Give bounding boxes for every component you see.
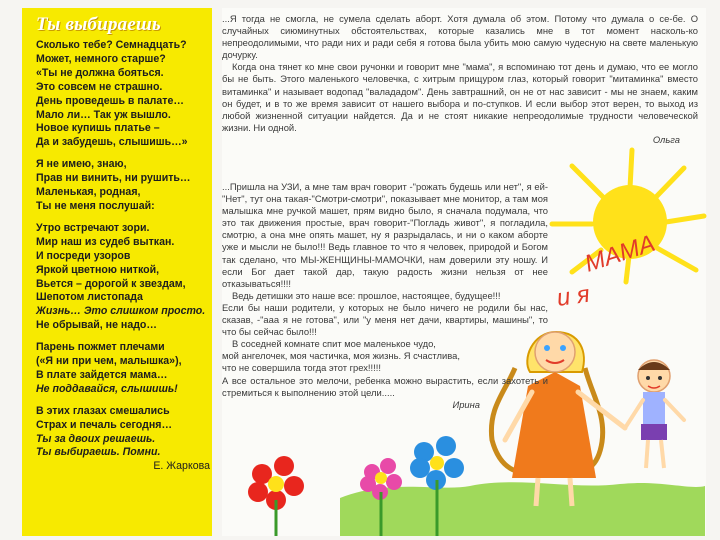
poem-line: Ты не меня послушай: bbox=[36, 199, 155, 212]
drawing-word-i-ya: и я bbox=[555, 280, 592, 312]
poem-line: Мир наш из судеб выткан. bbox=[36, 235, 175, 248]
poem-title: Ты выбираешь bbox=[36, 14, 161, 35]
poem-line-italic: Не поддавайся, слышишь! bbox=[36, 382, 178, 395]
story-paragraph: ...Пришла на УЗИ, а мне там врач говорит -"рожать будешь или нет", я ей-"Нет", тут она такая-"Смотри-смотри", показывает мне монитор, а там моя малышка мне ручкой машет, прям видно было, я сначала подумала, что это так движения простые, врач говорит-"Погладь живот", я погладила, смотрю, а она мне опять машет, ну я разрыдалась, и ни о каком аборте уже и мысли не было!!! Ведь главное то что я человек, природой и Богом так сделано, что МЫ-ЖЕНЩИНЫ-МАМОЧКИ, нам доверили эту ношу. И если Бог дает такой дар, такую радость жизни нельзя от нее отказываться!!!! bbox=[222, 181, 548, 289]
poem-line: Шепотом листопада bbox=[36, 291, 143, 304]
poem-line: Страх и печаль сегодня… bbox=[36, 418, 173, 431]
poem-line: В плате зайдется мама… bbox=[36, 368, 168, 381]
poem-stanza-2 bbox=[36, 158, 214, 214]
poem-line-italic: Ты за двоих решаешь. bbox=[36, 432, 156, 445]
story-paragraph: мой ангелочек, моя частичка, моя жизнь. Я счастлива, bbox=[222, 350, 460, 362]
poem-line: Маленькая, родная, bbox=[36, 186, 141, 199]
story-paragraph: что не совершила тогда этот грех!!!!! bbox=[222, 362, 381, 374]
poem-line: («Я ни при чем, малышка»), bbox=[36, 355, 182, 368]
poem-stanza-1 bbox=[36, 39, 214, 150]
poem-line: Новое купишь платье – bbox=[36, 122, 160, 135]
child-figure bbox=[625, 360, 684, 468]
poem-line: В этих глазах смешались bbox=[36, 404, 170, 417]
story-paragraph: Ведь детишки это наше все: прошлое, настоящее, будущее!!! bbox=[232, 289, 501, 301]
poem-line: «Ты не должна бояться. bbox=[36, 66, 164, 79]
grass bbox=[340, 482, 705, 536]
poem-stanza-5 bbox=[36, 405, 214, 475]
poem-line: Да и забудешь, слышишь…» bbox=[36, 136, 188, 149]
story-paragraph: Если бы наши родители, у которых не было ничего не родили бы нас, сказав, -"ааа я не готова", или "у меня нет дачи, квартиры, машины", то что бы сейчас было!!! bbox=[222, 301, 548, 338]
poem-line: Парень пожмет плечами bbox=[36, 341, 165, 354]
poem-line: День проведешь в палате… bbox=[36, 94, 184, 107]
drawing-word-mama: МАМА bbox=[581, 229, 659, 278]
poem-stanza-4 bbox=[36, 341, 214, 397]
poem-line-italic: Ты выбираешь. Помни. bbox=[36, 446, 161, 459]
poem-line-italic: Жизнь… Это слишком просто. bbox=[36, 305, 206, 318]
poem-line: И посреди узоров bbox=[36, 249, 131, 262]
poem-line: Сколько тебе? Семнадцать? bbox=[36, 39, 187, 51]
poem-line: Не обрывай, не надо… bbox=[36, 319, 157, 332]
story-irina bbox=[222, 181, 548, 411]
poem-stanza-3 bbox=[36, 222, 214, 333]
poem-line: Может, немного старше? bbox=[36, 52, 166, 65]
poem-line: Яркой цветною ниткой, bbox=[36, 263, 160, 276]
story-paragraph: ...Я тогда не смогла, не сумела сделать аборт. Хотя думала об этом. Потому что думала о се-бе. О случайных сиюминутных обстоятельствах, которые казались мне в тот момент насколь-ко непреодолимыми, что ради них и ради себя я готова была убить мою самую чудесную на свете маленькую дочурку. bbox=[222, 13, 698, 61]
story-olga bbox=[222, 13, 698, 146]
poem-line: Я не имею, знаю, bbox=[36, 158, 127, 171]
poem-line: Мало ли… Так уж вышло. bbox=[36, 108, 171, 121]
poem-line: Прав ни винить, ни рушить… bbox=[36, 172, 191, 185]
story-paragraph: Когда она тянет ко мне свои ручонки и говорит мне "мама", я вспоминаю тот день и думаю, что ее могло бы не быть. Этого маленького человечка, с хитрым прищуром глаз, который говорит "митаминка" вместо витаминка" и называет водопад "валададом". День завтрашний, он не от нас зависит - мы не знаем, каким он будет, и в то же время зависит от нашего выбора и по-ступков. И если выбор этот верен, то выход из любой жизненной ситуации найдется. Да и не стоят никакие непреодолимые трудности человеческой жизни. Ни одной. bbox=[222, 61, 698, 133]
poem-line: Вьется – дорогой к звездам, bbox=[36, 277, 186, 290]
story-signature: Ирина bbox=[452, 398, 480, 410]
poem-line: Утро встречают зори. bbox=[36, 221, 150, 234]
story-paragraph: В соседней комнате спит мое маленькое чудо, bbox=[232, 338, 436, 350]
flower-red-icon bbox=[248, 456, 304, 536]
poem-line: Это совсем не страшно. bbox=[36, 80, 163, 93]
story-paragraph: А все остальное это мелочи, ребенка можно вырастить, если захотеть и стремиться к выполнению этой цели..... bbox=[222, 374, 548, 398]
story-signature: Ольга bbox=[652, 133, 680, 145]
poem bbox=[36, 39, 214, 482]
poem-signature: Е. Жаркова bbox=[153, 460, 210, 473]
